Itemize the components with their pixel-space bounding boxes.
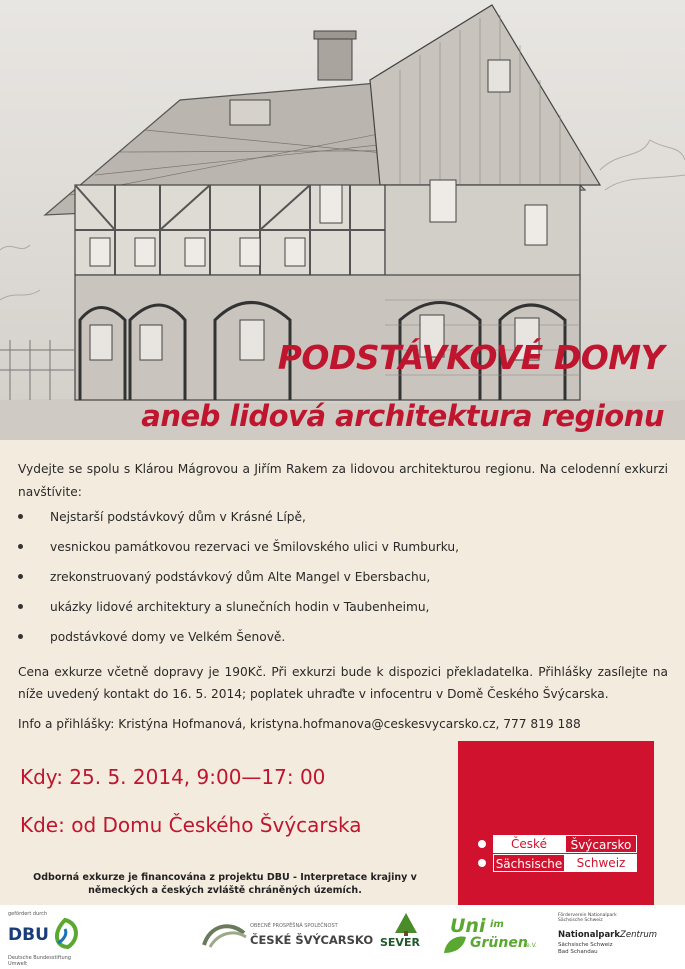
- brand-de-left: Sächsische: [493, 854, 565, 872]
- sever-logo: SEVER: [378, 911, 434, 963]
- subtitle: aneb lidová architektura regionu: [141, 399, 664, 433]
- np-main-zentrum: Zentrum: [620, 930, 657, 940]
- hero-illustration: [0, 0, 685, 440]
- dbu-logo: gefördert durch DBU Deutsche Bundesstiftung Umwelt: [8, 911, 88, 966]
- uni-im-gruenen-logo: Uni im Grünen e.V.: [442, 915, 542, 963]
- brand-dot-icon: [478, 840, 486, 848]
- np-main: Nationalpark: [558, 930, 621, 940]
- bullet-icon: [18, 604, 23, 609]
- intro-text: Vydejte se spolu s Klárou Mágrovou a Jiřím Rakem za lidovou architekturou regionu. Na celodenní exkurzi navštívite:: [18, 462, 668, 499]
- places-list: [18, 510, 658, 660]
- bullet-icon: [18, 544, 23, 549]
- nationalpark-zentrum-logo: Förderverein Nationalpark Sächsische Schweiz NationalparkZentrum Sächsische Schweiz Bad Schandau: [558, 913, 657, 955]
- event-date: Kdy: 25. 5. 2014, 9:00—17: 00: [20, 765, 326, 789]
- bullet-icon: [18, 574, 23, 579]
- event-location: Kde: od Domu Českého Švýcarska: [20, 813, 362, 837]
- ops-logo: OBECNĚ PROSPĚŠNÁ SPOLEČNOST ČESKÉ ŠVÝCARSKO: [200, 917, 365, 957]
- list-item: vesnickou památkovou rezervaci ve Šmilovského ulici v Rumburku,: [18, 540, 658, 570]
- brand-box: [458, 741, 654, 905]
- dbu-leaf-icon: [48, 917, 82, 951]
- funding-note: Odborná exkurze je financována z projektu DBU - Interpretace krajiny v německých a českých zvláště chráněných územích.: [33, 872, 417, 896]
- leaf-icon: [442, 933, 468, 955]
- brand-de-right: Schweiz: [565, 854, 637, 872]
- brand-dot-icon: [478, 859, 486, 867]
- list-item: ukázky lidové architektury a slunečních hodin v Taubenheimu,: [18, 600, 658, 630]
- sponsor-logos: [0, 905, 685, 969]
- main-title: PODSTÁVKOVÉ DOMY: [277, 338, 664, 377]
- bullet-icon: [18, 514, 23, 519]
- sever-tree-icon: [393, 911, 419, 937]
- price-text: Cena exkurze včetně dopravy je 190Kč. Při exkurzi bude k dispozici překladatelka. Přihlášky zasílejte na níže uvedený kontakt do 16. 5. 2014; poplatek uhraďte v infocentru v Domě Českého Švýcarska.: [18, 665, 668, 701]
- contact-info: Info a přihlášky: Kristýna Hofmanová, kristyna.hofmanova@ceskesvycarsko.cz, 777 819 188: [18, 717, 581, 731]
- brand-cz-right: Švýcarsko: [565, 835, 637, 853]
- ops-swoosh-icon: [200, 919, 248, 951]
- bullet-icon: [18, 634, 23, 639]
- list-item: podstávkové domy ve Velkém Šenově.: [18, 630, 658, 660]
- list-item: zrekonstruovaný podstávkový dům Alte Mangel v Ebersbachu,: [18, 570, 658, 600]
- list-item: Nejstarší podstávkový dům v Krásné Lípě,: [18, 510, 658, 540]
- brand-cz-left: České: [493, 835, 565, 853]
